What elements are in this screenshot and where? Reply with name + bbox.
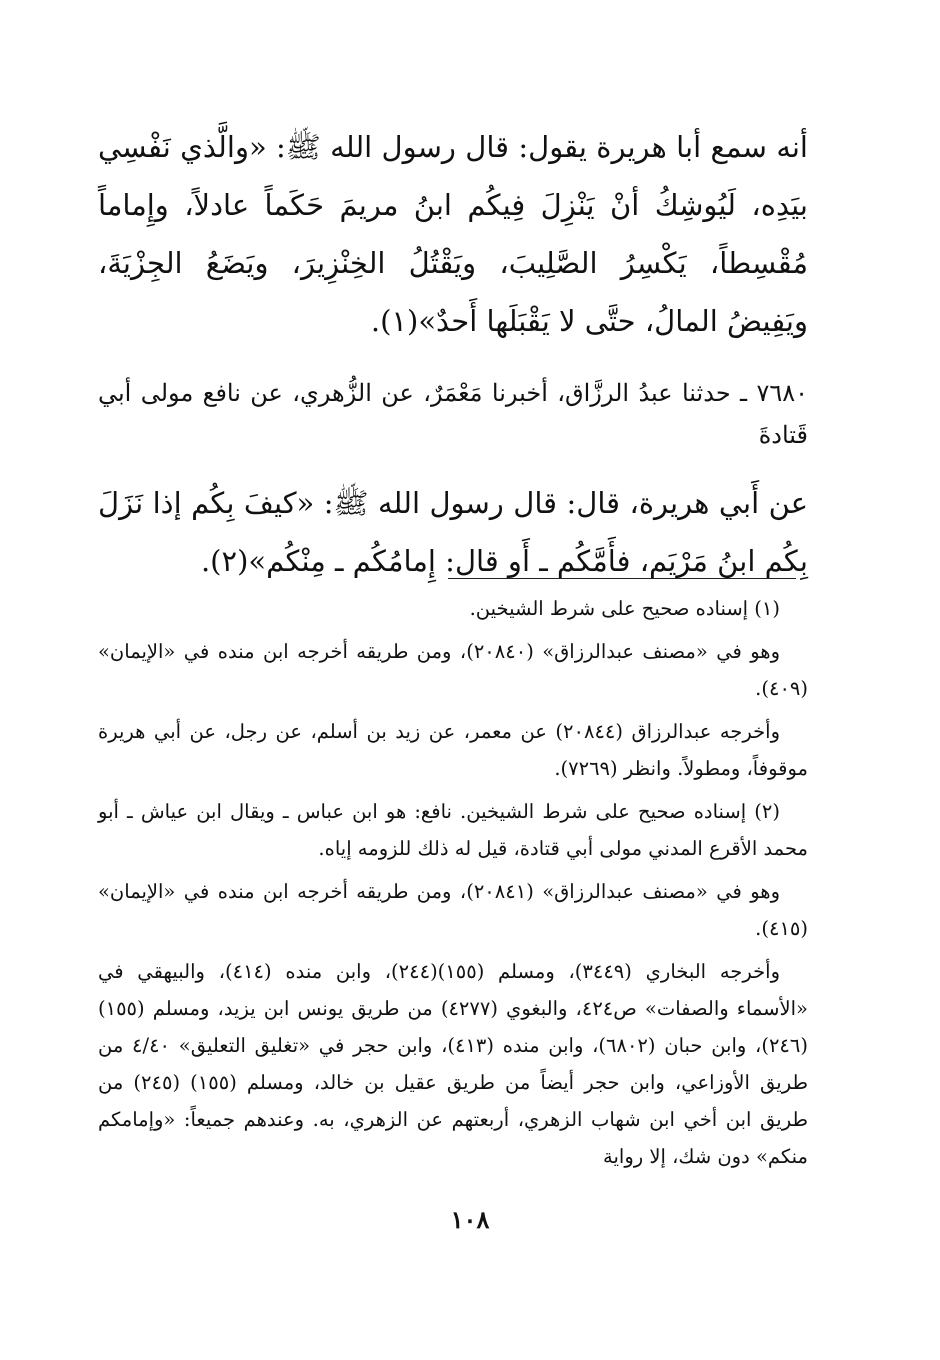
footnote-2-takhrij: وأخرجه البخاري (٣٤٤٩)، ومسلم (١٥٥)(٢٤٤)، وابن منده (٤١٤)، والبيهقي في «الأسماء والصفات» ص٤٢٤، والبغوي (٤٢٧٧) من طريق يونس ابن يزيد، ومسلم (١٥٥) (٢٤٦)، وابن حبان (٦٨٠٢)، وابن منده (٤١٣)، وابن حجر في «تغليق التعليق» ٤/٤٠ من طريق الأوزاعي، وابن حجر أيضاً من طريق عقيل بن خالد، ومسلم (١٥٥) (٢٤٥) من طريق ابن أخي ابن شهاب الزهري، أربعتهم عن الزهري، به. وعندهم جميعاً: «وإمامكم منكم» دون شك، إلا رواية [98,960,808,1168]
footnote-2-source: وهو في «مصنف عبدالرزاق» (٢٠٨٤١)، ومن طريقه أخرجه ابن منده في «الإيمان» (٤١٥). [98,880,808,940]
footnote-divider [448,578,796,579]
footnote-2-heading: (٢) إسناده صحيح على شرط الشيخين. نافع: هو ابن عباس ـ ويقال ابن عياش ـ أبو محمد الأقرع المدني مولى أبي قتادة، قيل له ذلك للزومه إياه. [98,800,808,860]
hadith-text-paragraph-2: عن أَبي هريرة، قال: قال رسول الله ﷺ: «كيفَ بِكُم إذا نَزَلَ بِكُم ابنُ مَرْيَم، فأَمَّكُم ـ أَو قال: إِمامُكُم ـ مِنْكُم»(٢). [98,486,808,578]
main-text-block [98,118,808,604]
page-number: ١٠٨ [450,1205,490,1234]
footnote-1-source: وهو في «مصنف عبدالرزاق» (٢٠٨٤٠)، ومن طريقه أخرجه ابن منده في «الإيمان» (٤٠٩). [98,640,808,700]
footnotes-block [98,590,808,1181]
footnote-1-heading: (١) إسناده صحيح على شرط الشيخين. [469,597,780,620]
footnote-1-extra: وأخرجه عبدالرزاق (٢٠٨٤٤) عن معمر، عن زيد بن أسلم، عن رجل، عن أبي هريرة موقوفاً، ومطولاً. وانظر (٧٢٦٩). [98,720,808,780]
hadith-text-paragraph: أنه سمع أبا هريرة يقول: قال رسول الله ﷺ: «والَّذي نَفْسِي بيَدِه، لَيُوشِكُ أنْ يَنْزِلَ فِيكُم ابنُ مريمَ حَكَماً عادلاً، وإِماماً مُقْسِطاً، يَكْسِرُ الصَّلِيبَ، ويَقْتُلُ الخِنْزِيرَ، ويَضَعُ الجِزْيَةَ، ويَفِيضُ المالُ، حتَّى لا يَقْبَلَها أَحدٌ»(١). [98,130,808,338]
hadith-isnad-paragraph: ٧٦٨٠ ـ حدثنا عبدُ الرزَّاق، أخبرنا مَعْمَرٌ، عن الزُّهري، عن نافع مولى أبي قَتادةَ [98,379,808,449]
